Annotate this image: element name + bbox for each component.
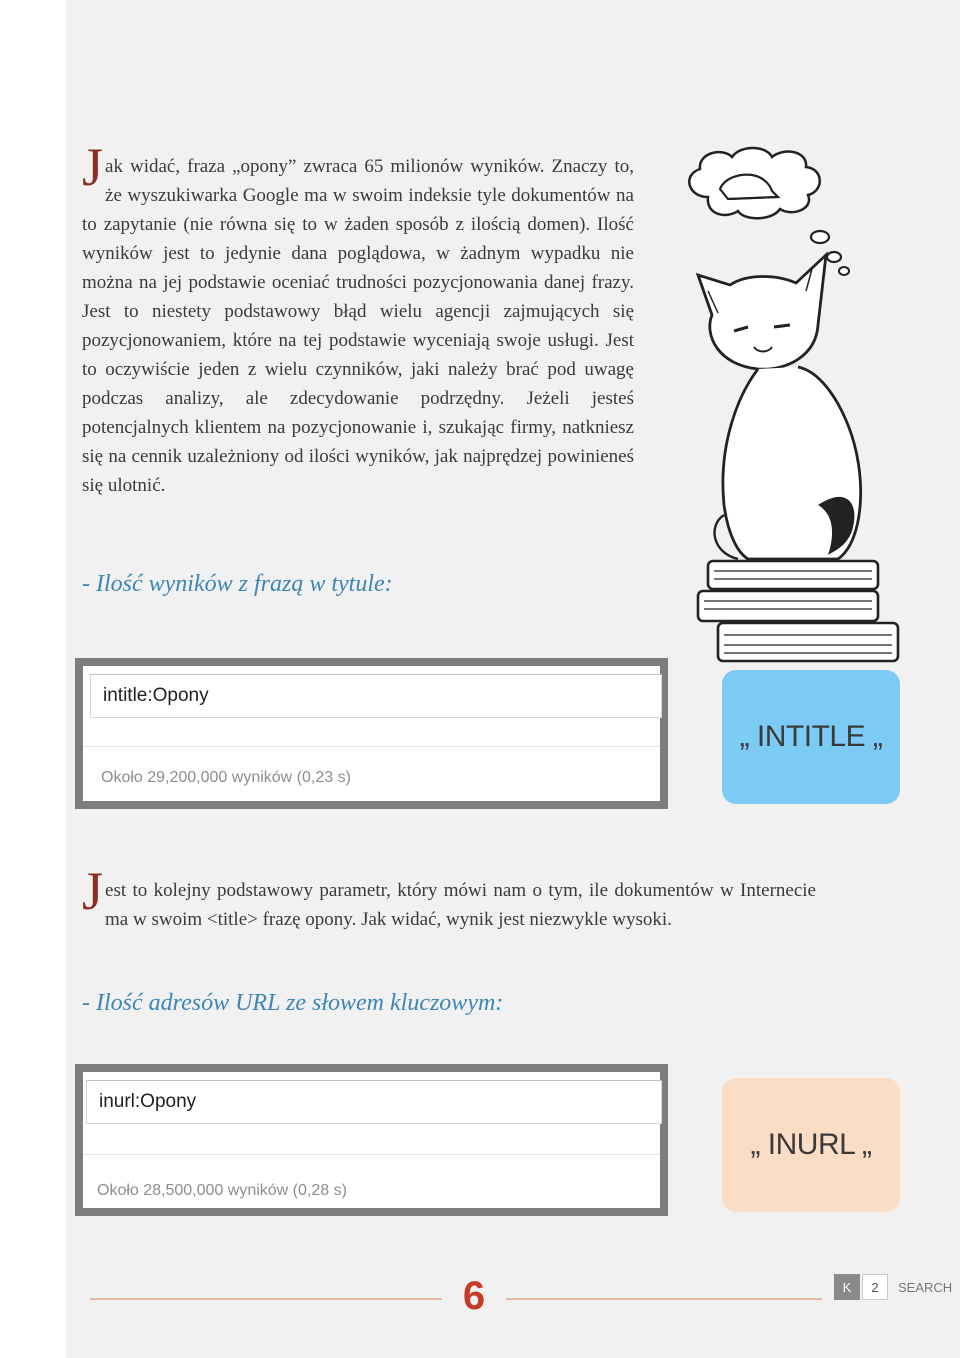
nav-page-2[interactable]: 2 [862, 1274, 888, 1300]
divider [83, 746, 660, 747]
nav-k[interactable]: K [834, 1274, 860, 1300]
dropcap: J [82, 137, 104, 197]
page-number: 6 [462, 1274, 486, 1318]
book-top [708, 561, 878, 589]
footer-nav [834, 1274, 952, 1300]
label-inurl [722, 1078, 900, 1212]
nav-search[interactable]: SEARCH [898, 1279, 953, 1295]
label-intitle-text: „ INTITLE „ [739, 720, 883, 753]
search-input-inurl[interactable]: inurl:Opony [86, 1080, 662, 1124]
book-bottom [718, 623, 898, 661]
paragraph-text: ak widać, fraza „opony” zwraca 65 milionów wyników. Znaczy to, że wyszukiwarka Google ma w swoim indeksie tyle dokumentów na to zapytanie (nie równa się to w żaden sposób z ilością domen). Ilość wyników jest to jedynie dana poglądowa, w żadnym wypadku nie można na jej podstawie oceniać trudności pozycjonowania danej frazy. Jest to niestety podstawowy błąd wielu agencji zajmujących się pozycjonowaniem, które na tej podstawie wyceniają swoje usługi. Jest to oczywiście jeden z wielu czynników, jaki należy brać pod uwagę podczas analizy, ale zdecydowanie podrzędny. Jeżeli jesteś potencjalnych klientem na pozycjonowanie i, szukając firmy, natkniesz się na cennik uzależniony od ilości wyników, jak najprędzej powinieneś się ulotnić. [82, 156, 634, 496]
subheading-intitle: - Ilość wyników z frazą w tytule: [82, 571, 393, 597]
result-stats-intitle: Około 29,200,000 wyników (0,23 s) [101, 769, 351, 786]
search-input-intitle[interactable]: intitle:Opony [90, 674, 662, 718]
footer-line-left [90, 1298, 442, 1300]
paragraph-intro [82, 137, 634, 500]
paragraph-intitle-explanation [82, 861, 816, 934]
book-middle [698, 591, 878, 621]
cat-on-books-illustration [668, 145, 904, 673]
label-intitle [722, 670, 900, 804]
label-inurl-text: „ INURL „ [750, 1128, 872, 1161]
result-stats-inurl: Około 28,500,000 wyników (0,28 s) [97, 1182, 347, 1199]
subheading-inurl: - Ilość adresów URL ze słowem kluczowym: [82, 990, 504, 1016]
search-screenshot-inurl [75, 1064, 668, 1216]
footer-line-right [506, 1298, 822, 1300]
paragraph-text: est to kolejny podstawowy parametr, który mówi nam o tym, ile dokumentów w Internecie ma w swoim <title> frazę opony. Jak widać, wynik jest niezwykle wysoki. [105, 880, 816, 930]
divider [83, 1154, 660, 1155]
search-screenshot-intitle [75, 658, 668, 809]
dropcap: J [82, 861, 104, 921]
